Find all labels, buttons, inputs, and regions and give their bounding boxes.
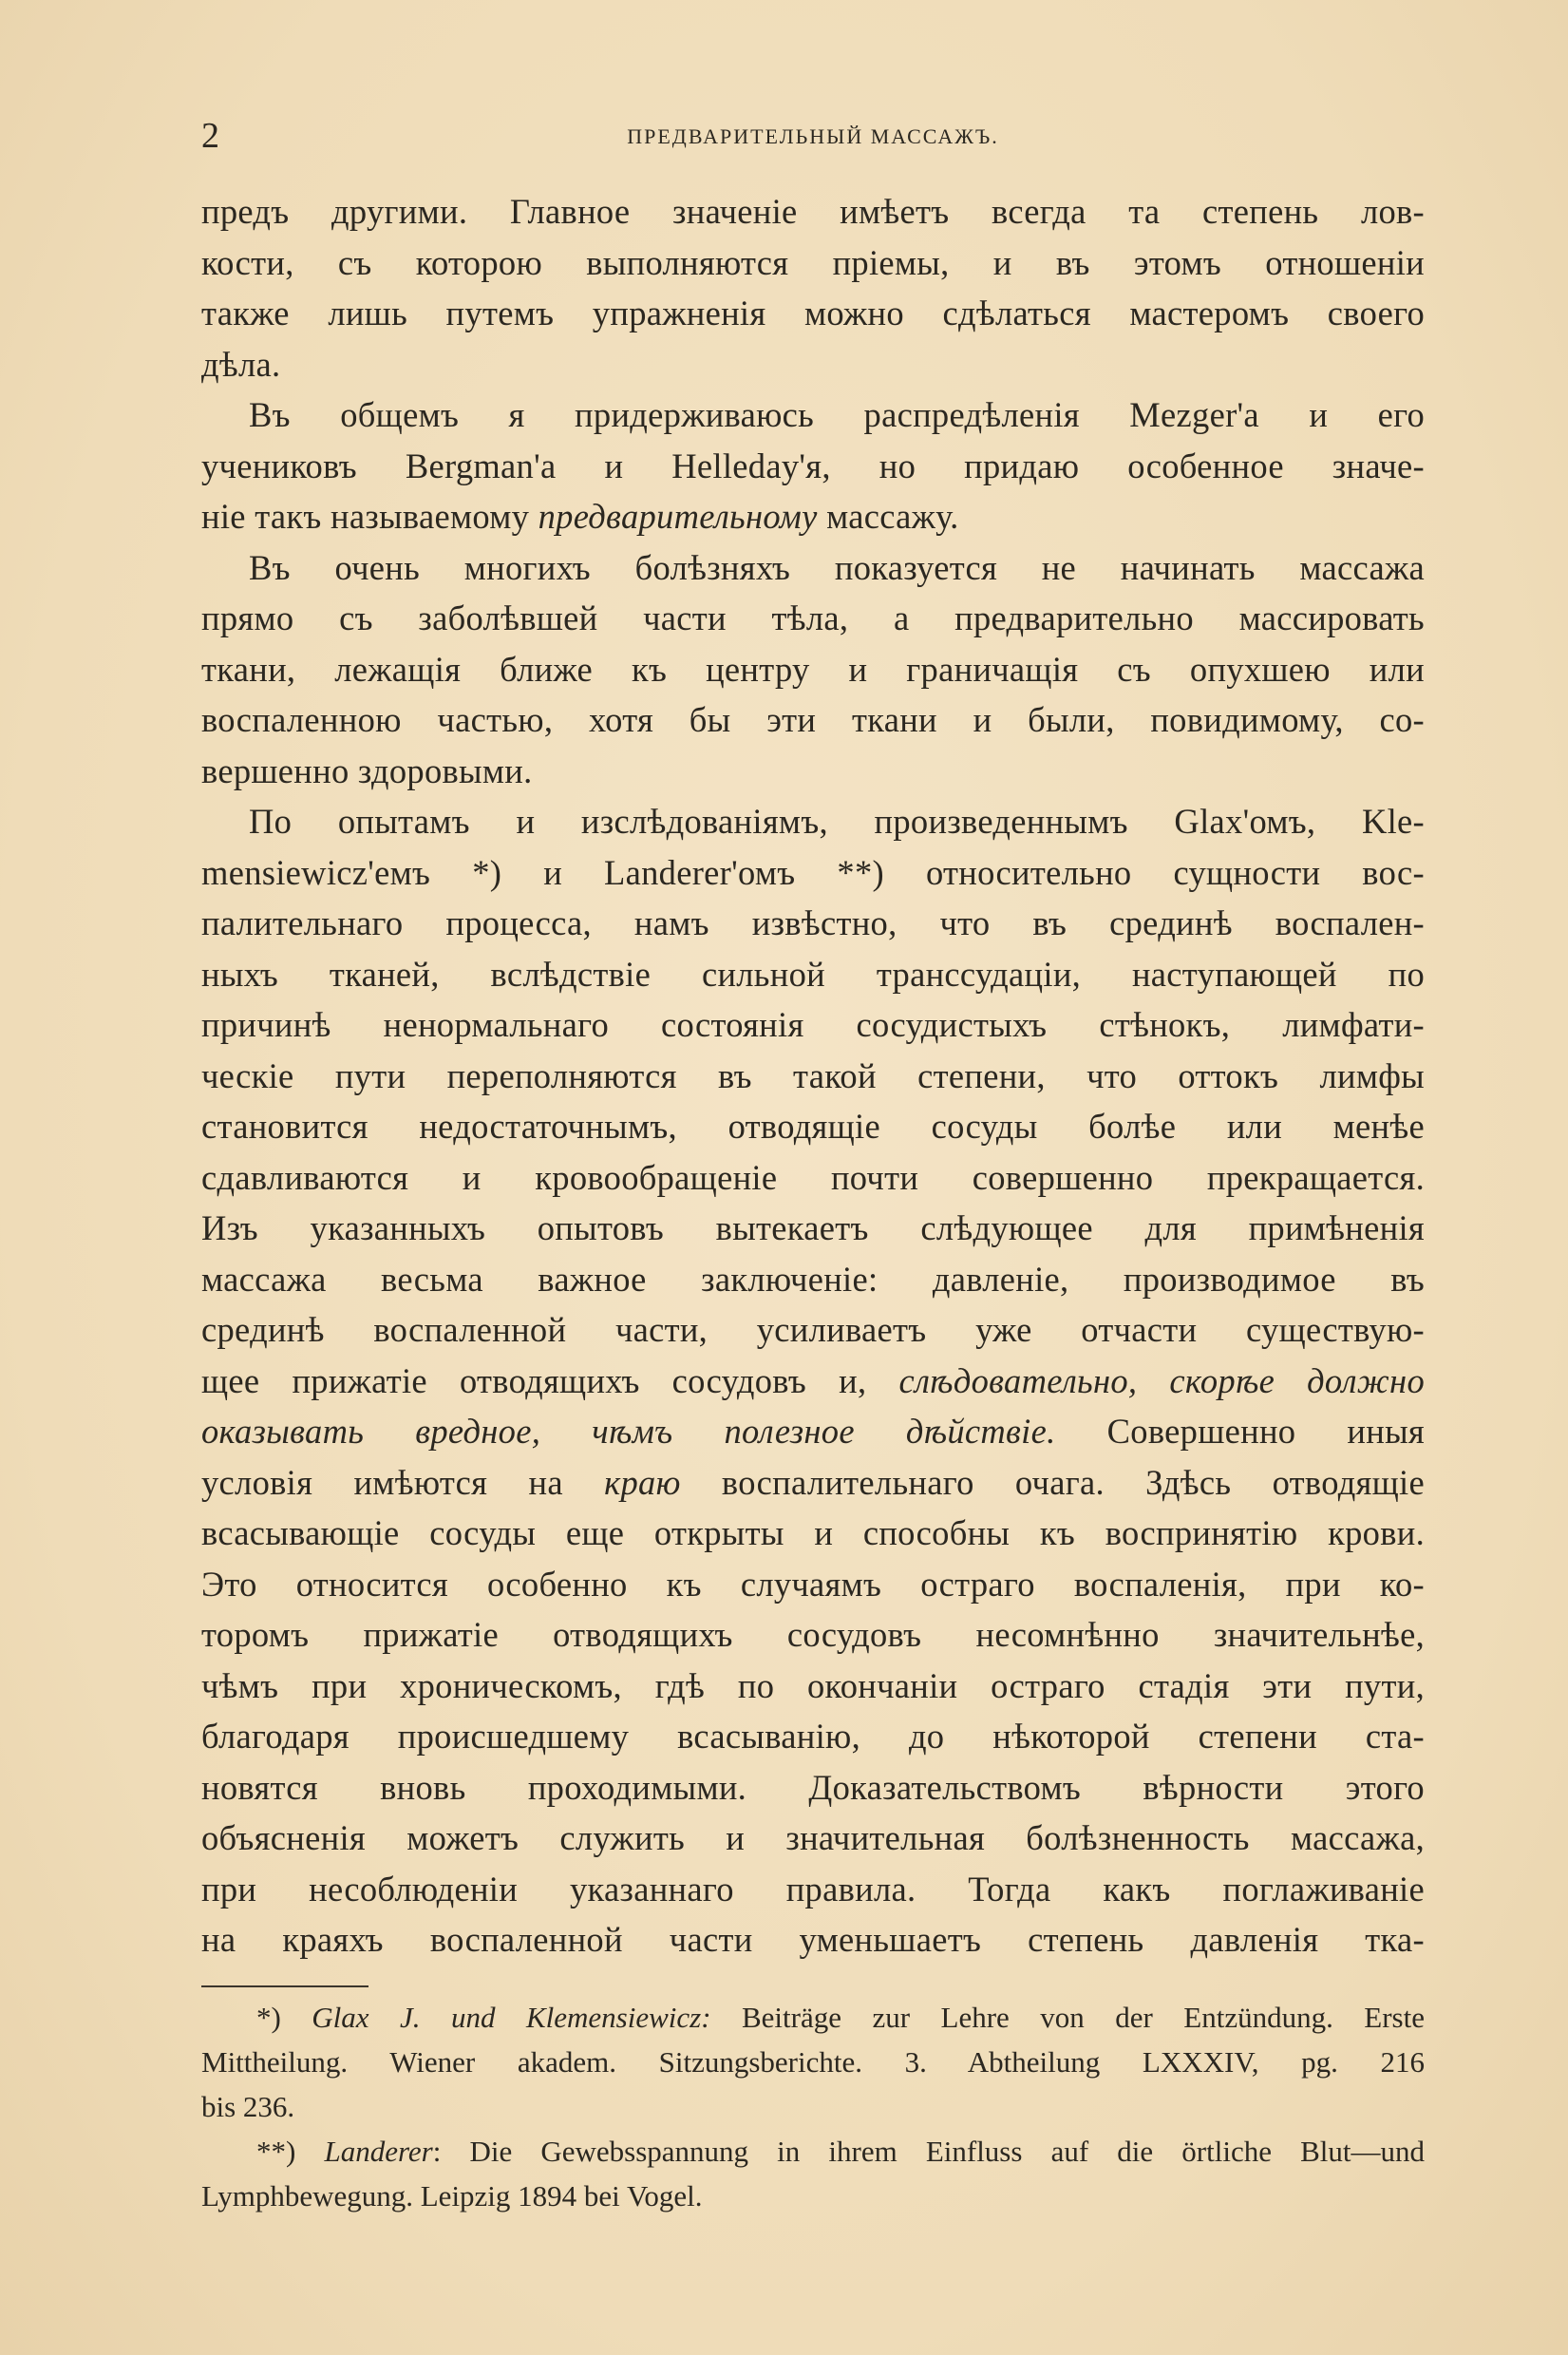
text-line: массажа весьма важное заключенiе: давленiе, производимое въ bbox=[201, 1259, 1425, 1299]
text-line: на краяхъ воспаленной части уменьшаетъ степень давленiя тка- bbox=[201, 1920, 1425, 1959]
text-line: новятся вновь проходимыми. Доказательствомъ вѣрности этого bbox=[201, 1767, 1425, 1807]
text-line: ческiе пути переполняются въ такой степени, что оттокъ лимфы bbox=[201, 1055, 1425, 1095]
italic-term: краю bbox=[604, 1462, 681, 1502]
italic-term: предварительному bbox=[538, 497, 818, 536]
text-line: По опытамъ и изслѣдованiямъ, произведеннымъ Glax'омъ, Kle- bbox=[249, 802, 1425, 841]
footnote-line: Lymphbewegung. Leipzig 1894 bei Vogel. bbox=[201, 2179, 703, 2213]
text-line: учениковъ Bergman'a и Helleday'я, но придаю особенное значе- bbox=[201, 446, 1425, 485]
text-line: Въ общемъ я придерживаюсь распредѣленiя Mezger'a и его bbox=[249, 395, 1425, 434]
text-line: чѣмъ при хроническомъ, гдѣ по окончанiи остраго стадiя эти пути, bbox=[201, 1665, 1425, 1705]
text-line: дѣла. bbox=[201, 344, 281, 384]
text-line: торомъ прижатiе отводящихъ сосудовъ несомнѣнно значительнѣе, bbox=[201, 1615, 1425, 1654]
text-line: всасывающiе сосуды еще открыты и способны къ воспринятiю крови. bbox=[201, 1513, 1425, 1552]
text-line: воспаленною частью, хотя бы эти ткани и были, повидимому, со- bbox=[201, 700, 1425, 739]
footnote-author: Glax J. und Klemensiewicz: bbox=[312, 2001, 711, 2034]
text-line: прямо съ заболѣвшей части тѣла, а предварительно массировать bbox=[201, 598, 1425, 637]
running-head: ПРЕДВАРИТЕЛЬНЫЙ МАССАЖЪ. bbox=[627, 124, 999, 148]
text-line: палительнаго процесса, намъ извѣстно, что въ срединѣ воспален- bbox=[201, 903, 1425, 942]
text-line: ткани, лежащiя ближе къ центру и граничащiя съ опухшею или bbox=[201, 649, 1425, 689]
footnote-line bbox=[201, 2129, 1425, 2174]
text-segment: воспалительнаго очага. Здѣсь отводящiе bbox=[680, 1462, 1425, 1502]
text-segment: Совершенно иныя bbox=[1055, 1412, 1425, 1451]
text-line: при несоблюденiи указаннаго правила. Тогда какъ поглаживанiе bbox=[201, 1869, 1425, 1909]
footnotes bbox=[201, 1995, 1425, 2218]
footnote-text: : Die Gewebsspannung in ihrem Einfluss auf die örtliche Blut—und bbox=[432, 2135, 1425, 2168]
footnote-line: bis 236. bbox=[201, 2090, 295, 2123]
text-line: срединѣ воспаленной части, усиливаетъ уже отчасти существую- bbox=[201, 1310, 1425, 1349]
footnote-line: Mittheilung. Wiener akadem. Sitzungsberichte. 3. Abtheilung LXXXIV, pg. 216 bbox=[201, 2045, 1425, 2079]
footnote-divider bbox=[201, 1985, 368, 1987]
text-line: объясненiя можетъ служить и значительная болѣзненность массажа, bbox=[201, 1818, 1425, 1857]
text-line: также лишь путемъ упражненiя можно сдѣлаться мастеромъ своего bbox=[201, 294, 1425, 332]
text-line: благодаря происшедшему всасыванiю, до нѣкоторой степени ста- bbox=[201, 1717, 1425, 1756]
text-line: предъ другими. Главное значенiе имѣетъ всегда та степень лов- bbox=[201, 192, 1425, 231]
text-line bbox=[201, 1406, 1425, 1457]
text-segment: массажу. bbox=[817, 497, 959, 536]
footnote-author: Landerer bbox=[324, 2135, 433, 2168]
footnote-line bbox=[201, 1995, 1425, 2040]
italic-phrase: оказывать вредное, чѣмъ полезное дѣйствiе. bbox=[201, 1412, 1056, 1451]
text-line: Изъ указанныхъ опытовъ вытекаетъ слѣдующее для примѣненiя bbox=[201, 1208, 1425, 1247]
text-line bbox=[201, 491, 1425, 542]
text-segment: нiе такъ называемому bbox=[201, 497, 538, 536]
text-line: вершенно здоровыми. bbox=[201, 750, 533, 790]
body-text bbox=[201, 186, 1425, 1966]
text-segment: условiя имѣются на bbox=[201, 1462, 605, 1502]
text-line: кости, съ которою выполняются прiемы, и въ этомъ отношенiи bbox=[201, 242, 1425, 282]
text-line: Это относится особенно къ случаямъ остраго воспаленiя, при ко- bbox=[201, 1564, 1425, 1604]
footnote-mark: **) bbox=[256, 2135, 325, 2168]
text-line: становится недостаточнымъ, отводящiе сосуды болѣе или менѣе bbox=[201, 1107, 1425, 1146]
text-line: mensiewicz'емъ *) и Landerer'омъ **) относительно сущности вос- bbox=[201, 852, 1425, 892]
text-line: сдавливаются и кровообращенiе почти совершенно прекращается. bbox=[201, 1157, 1425, 1197]
text-line: причинѣ ненормальнаго состоянiя сосудистыхъ стѣнокъ, лимфати- bbox=[201, 1005, 1425, 1044]
page-header bbox=[201, 112, 1425, 160]
text-segment: щее прижатiе отводящихъ сосудовъ и, bbox=[201, 1360, 899, 1400]
text-line: ныхъ тканей, вслѣдствiе сильной транссудацiи, наступающей по bbox=[201, 954, 1425, 994]
text-line: Въ очень многихъ болѣзняхъ показуется не начинать массажа bbox=[249, 547, 1425, 587]
page-number: 2 bbox=[201, 116, 219, 156]
text-line bbox=[201, 1457, 1425, 1509]
footnote-text: Beiträge zur Lehre von der Entzündung. Erste bbox=[710, 2001, 1425, 2034]
text-line bbox=[201, 1356, 1425, 1407]
italic-phrase: слѣдовательно, скорѣе должно bbox=[898, 1360, 1425, 1400]
footnote-mark: *) bbox=[256, 2001, 312, 2034]
